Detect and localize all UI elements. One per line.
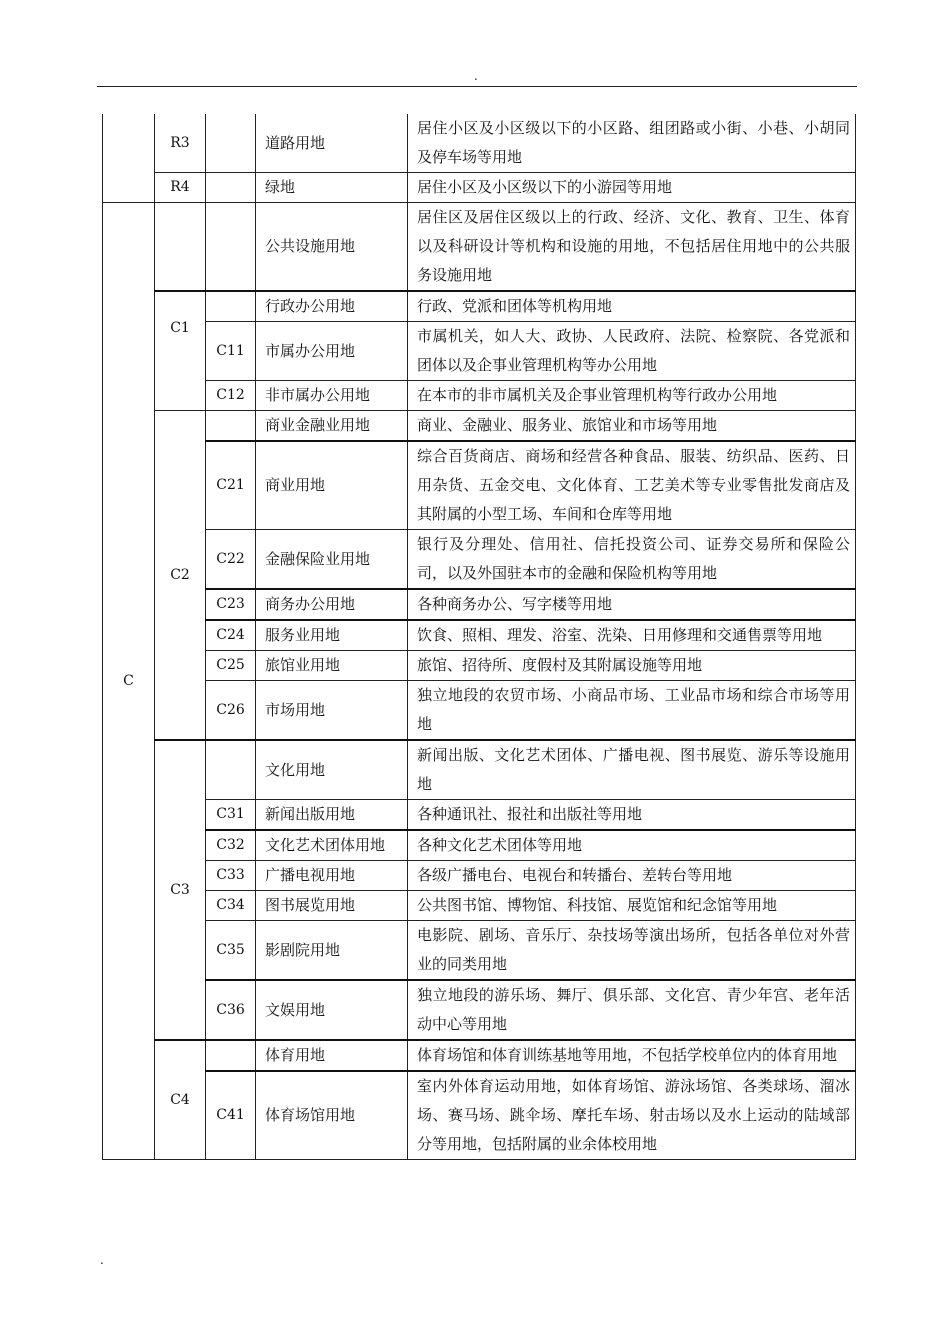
category-name-cell: 文娱用地 — [256, 980, 408, 1040]
table-row — [103, 921, 856, 981]
sub-class-cell: C21 — [206, 441, 256, 530]
category-description-cell: 独立地段的游乐场、舞厅、俱乐部、文化宫、青少年宫、老年活动中心等用地 — [408, 980, 856, 1040]
sub-class-cell: C24 — [206, 620, 256, 651]
category-name-cell: 公共设施用地 — [256, 203, 408, 292]
table-row — [103, 322, 856, 381]
major-class-cell: C — [103, 203, 155, 1160]
sub-class-cell: C34 — [206, 891, 256, 921]
sub-class-cell — [206, 1040, 256, 1071]
category-name-cell: 商务办公用地 — [256, 589, 408, 620]
category-name-cell: 行政办公用地 — [256, 291, 408, 322]
category-description-cell: 市属机关，如人大、政协、人民政府、法院、检察院、各党派和团体以及企事业管理机构等办公用地 — [408, 322, 856, 381]
header-rule — [97, 86, 857, 87]
category-description-cell: 各种商务办公、写字楼等用地 — [408, 589, 856, 620]
sub-class-cell: C31 — [206, 800, 256, 831]
table-row — [103, 530, 856, 590]
mid-class-cell: R3 — [155, 114, 206, 173]
category-name-cell: 图书展览用地 — [256, 891, 408, 921]
table-row — [103, 740, 856, 800]
category-name-cell: 体育场馆用地 — [256, 1071, 408, 1160]
table-row — [103, 980, 856, 1040]
sub-class-cell: C32 — [206, 830, 256, 861]
mid-class-cell: C3 — [155, 740, 206, 1040]
category-description-cell: 居住区及居住区级以上的行政、经济、文化、教育、卫生、体育以及科研设计等机构和设施的用地，不包括居住用地中的公共服务设施用地 — [408, 203, 856, 292]
category-name-cell: 服务业用地 — [256, 620, 408, 651]
sub-class-cell — [206, 411, 256, 442]
category-description-cell: 商业、金融业、服务业、旅馆业和市场等用地 — [408, 411, 856, 442]
sub-class-cell — [206, 203, 256, 292]
mid-class-cell — [155, 203, 206, 292]
category-name-cell: 市场用地 — [256, 681, 408, 741]
sub-class-cell: C36 — [206, 980, 256, 1040]
category-description-cell: 综合百货商店、商场和经营各种食品、服装、纺织品、医药、日用杂货、五金交电、文化体育、工艺美术等专业零售批发商店及其附属的小型工场、车间和仓库等用地 — [408, 441, 856, 530]
sub-class-cell: C11 — [206, 322, 256, 381]
sub-class-cell — [206, 291, 256, 322]
sub-class-cell — [206, 740, 256, 800]
major-class-cell — [103, 114, 155, 203]
table-row — [103, 173, 856, 203]
table-row — [103, 830, 856, 861]
mid-class-cell: R4 — [155, 173, 206, 203]
sub-class-cell: C23 — [206, 589, 256, 620]
footer-dot: . — [100, 1253, 104, 1267]
table-row — [103, 203, 856, 292]
sub-class-cell: C33 — [206, 861, 256, 891]
category-name-cell: 道路用地 — [256, 114, 408, 173]
table-row — [103, 620, 856, 651]
category-description-cell: 各种文化艺术团体等用地 — [408, 830, 856, 861]
table-row — [103, 589, 856, 620]
sub-class-cell — [206, 114, 256, 173]
table-row — [103, 800, 856, 831]
table-row — [103, 891, 856, 921]
category-description-cell: 居住小区及小区级以下的小区路、组团路或小街、小巷、小胡同及停车场等用地 — [408, 114, 856, 173]
table-row — [103, 114, 856, 173]
category-name-cell: 旅馆业用地 — [256, 651, 408, 681]
category-name-cell: 市属办公用地 — [256, 322, 408, 381]
category-description-cell: 行政、党派和团体等机构用地 — [408, 291, 856, 322]
category-name-cell: 非市属办公用地 — [256, 381, 408, 411]
table-row — [103, 681, 856, 741]
sub-class-cell: C22 — [206, 530, 256, 590]
category-description-cell: 各种通讯社、报社和出版社等用地 — [408, 800, 856, 831]
category-description-cell: 在本市的非市属机关及企事业管理机构等行政办公用地 — [408, 381, 856, 411]
sub-class-cell: C25 — [206, 651, 256, 681]
table-row — [103, 411, 856, 442]
category-description-cell: 饮食、照相、理发、浴室、洗染、日用修理和交通售票等用地 — [408, 620, 856, 651]
category-description-cell: 居住小区及小区级以下的小游园等用地 — [408, 173, 856, 203]
category-name-cell: 绿地 — [256, 173, 408, 203]
category-description-cell: 室内外体育运动用地，如体育场馆、游泳场馆、各类球场、溜冰场、赛马场、跳伞场、摩托车场、射击场以及水上运动的陆域部分等用地，包括附属的业余体校用地 — [408, 1071, 856, 1160]
category-name-cell: 文化艺术团体用地 — [256, 830, 408, 861]
category-name-cell: 商业金融业用地 — [256, 411, 408, 442]
table-row — [103, 651, 856, 681]
sub-class-cell — [206, 173, 256, 203]
header-dot: . — [474, 69, 478, 83]
table-row — [103, 381, 856, 411]
table-row — [103, 1040, 856, 1071]
category-description-cell: 各级广播电台、电视台和转播台、差转台等用地 — [408, 861, 856, 891]
category-description-cell: 公共图书馆、博物馆、科技馆、展览馆和纪念馆等用地 — [408, 891, 856, 921]
table-row — [103, 861, 856, 891]
category-name-cell: 商业用地 — [256, 441, 408, 530]
table-row — [103, 291, 856, 322]
sub-class-cell: C41 — [206, 1071, 256, 1160]
category-name-cell: 金融保险业用地 — [256, 530, 408, 590]
category-name-cell: 体育用地 — [256, 1040, 408, 1071]
category-description-cell: 银行及分理处、信用社、信托投资公司、证券交易所和保险公司，以及外国驻本市的金融和保险机构等用地 — [408, 530, 856, 590]
mid-class-cell: C1 — [155, 291, 206, 411]
land-use-classification-table — [102, 114, 856, 1160]
table-row — [103, 1071, 856, 1160]
category-description-cell: 电影院、剧场、音乐厅、杂技场等演出场所，包括各单位对外营业的同类用地 — [408, 921, 856, 981]
category-description-cell: 体育场馆和体育训练基地等用地，不包括学校单位内的体育用地 — [408, 1040, 856, 1071]
category-name-cell: 文化用地 — [256, 740, 408, 800]
category-description-cell: 独立地段的农贸市场、小商品市场、工业品市场和综合市场等用地 — [408, 681, 856, 741]
table-row — [103, 441, 856, 530]
category-name-cell: 广播电视用地 — [256, 861, 408, 891]
sub-class-cell: C35 — [206, 921, 256, 981]
mid-class-cell: C2 — [155, 411, 206, 741]
category-description-cell: 新闻出版、文化艺术团体、广播电视、图书展览、游乐等设施用地 — [408, 740, 856, 800]
category-name-cell: 影剧院用地 — [256, 921, 408, 981]
mid-class-cell: C4 — [155, 1040, 206, 1160]
sub-class-cell: C12 — [206, 381, 256, 411]
sub-class-cell: C26 — [206, 681, 256, 741]
category-description-cell: 旅馆、招待所、度假村及其附属设施等用地 — [408, 651, 856, 681]
category-name-cell: 新闻出版用地 — [256, 800, 408, 831]
